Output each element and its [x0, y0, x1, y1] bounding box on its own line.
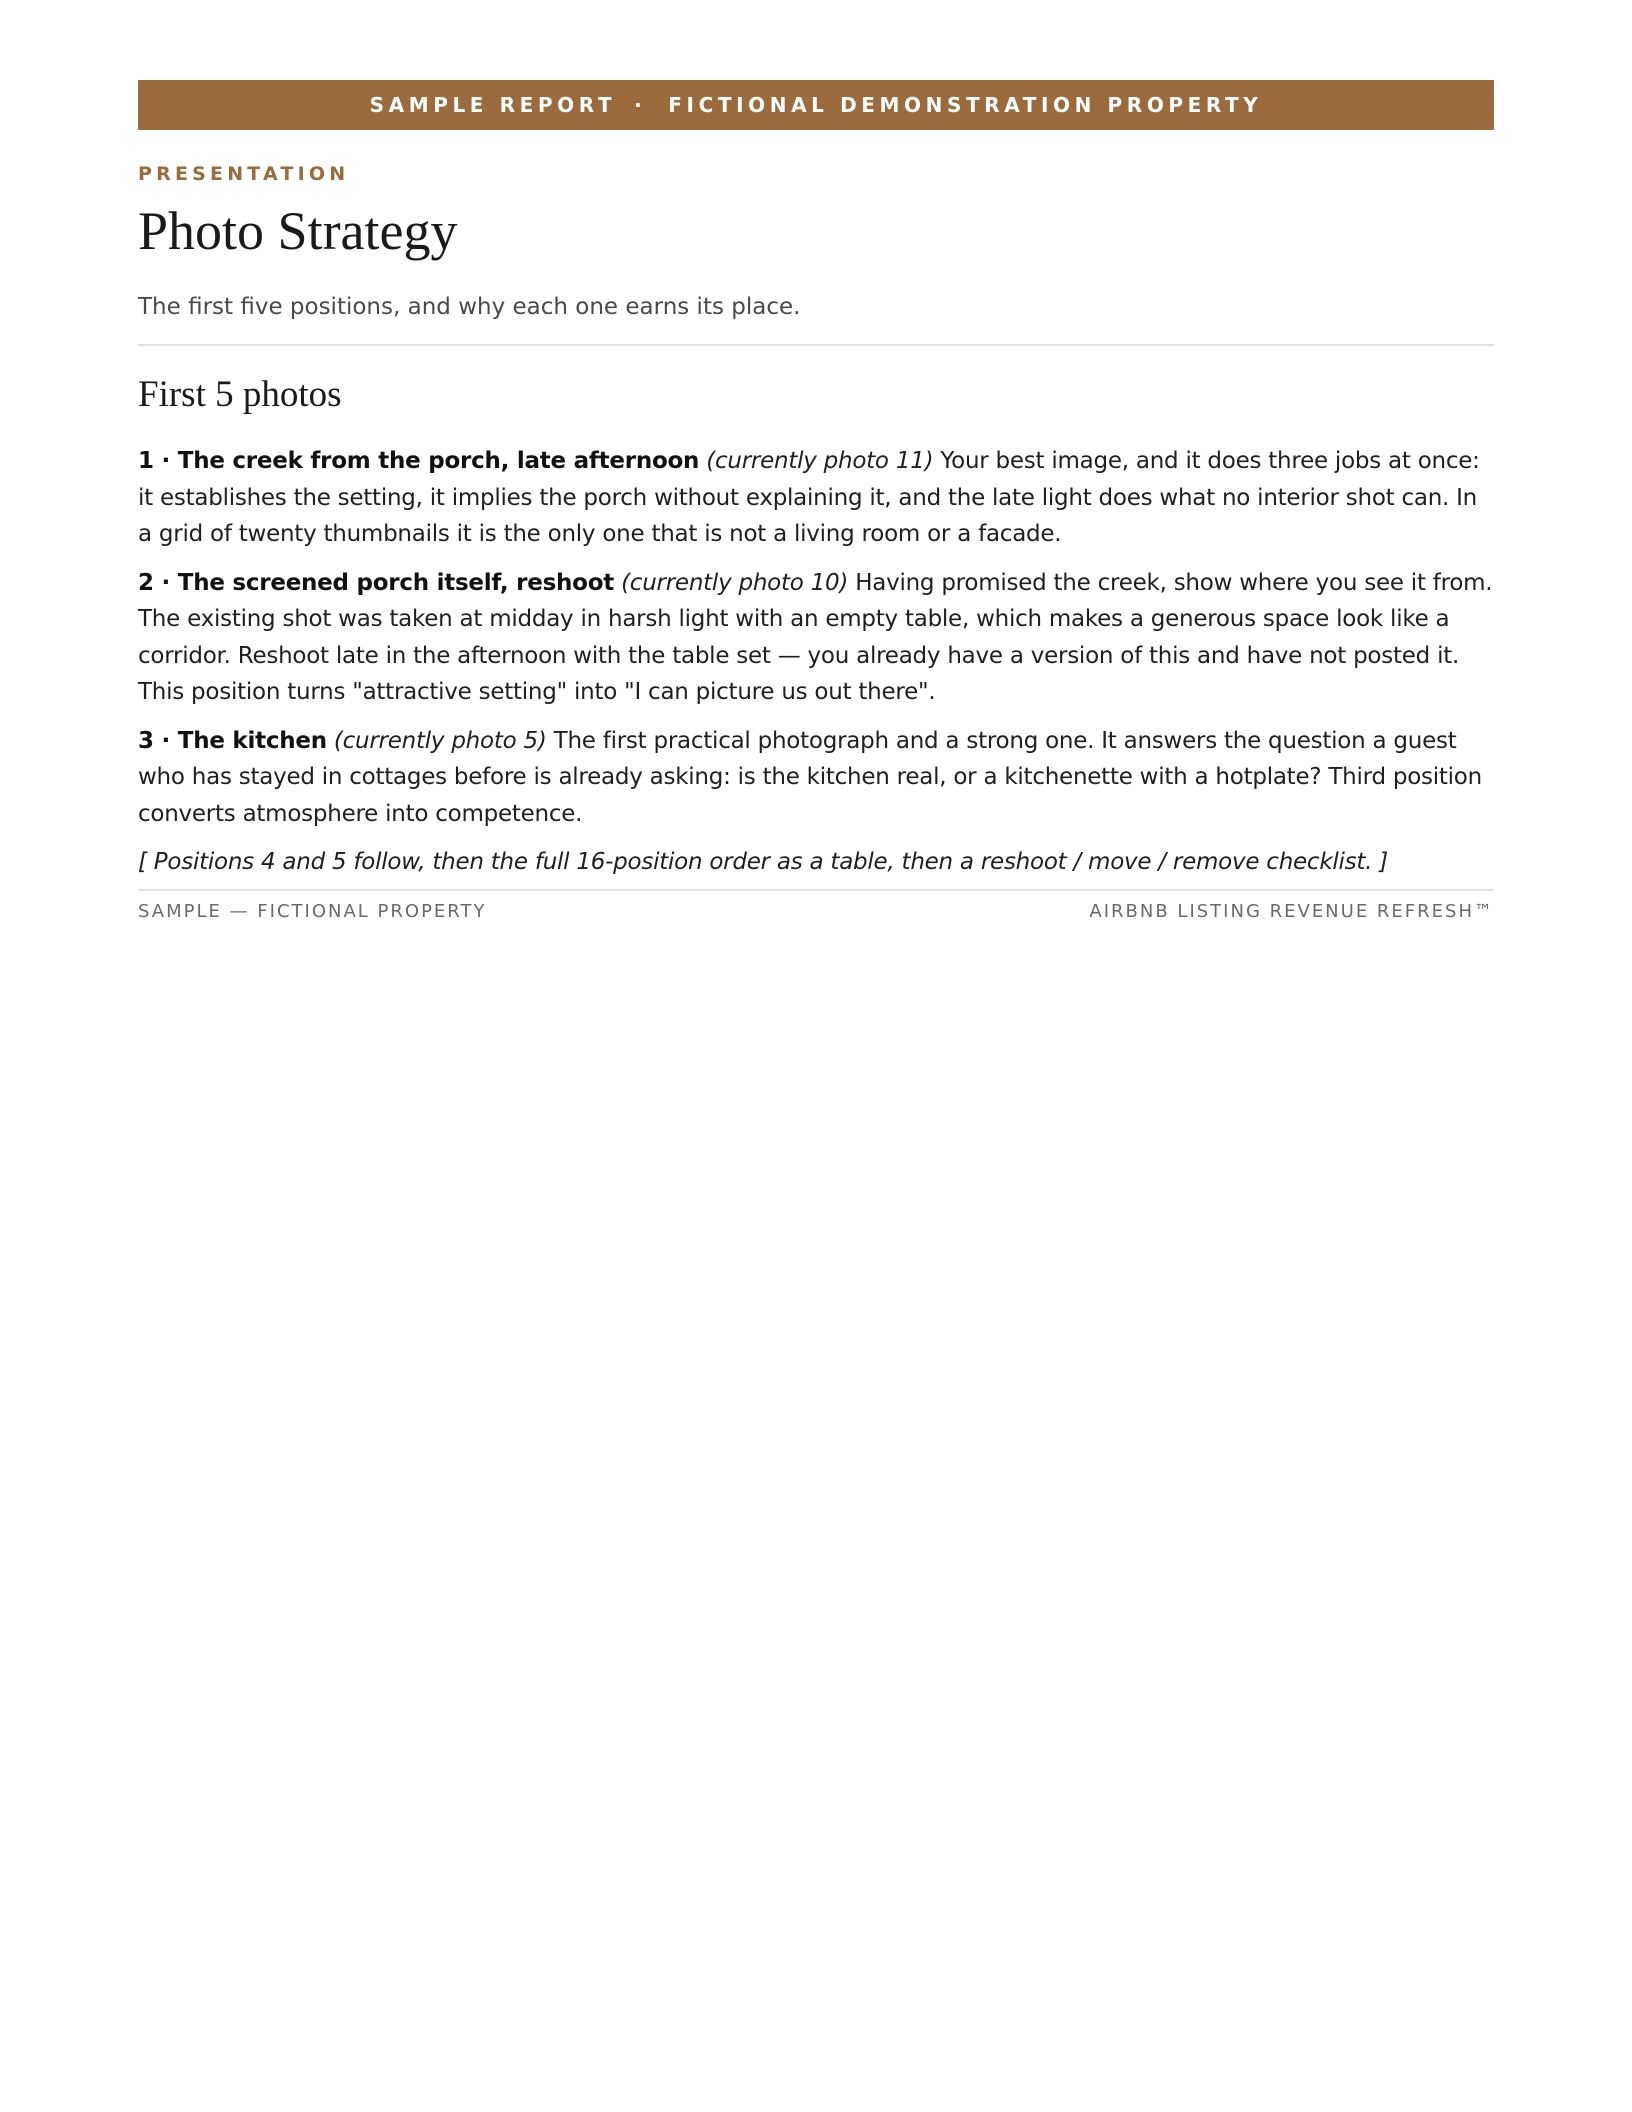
photo-item-1-ref: (currently photo 11) [706, 448, 934, 475]
page-subtitle: The first five positions, and why each one earns its place. [138, 294, 801, 321]
continuation-note: [ Positions 4 and 5 follow, then the full 16-position order as a table, then a reshoot / move / remove checklist. ] [138, 849, 1389, 876]
photo-item-2-ref: (currently photo 10) [621, 569, 849, 596]
report-page [138, 80, 1494, 921]
photo-item-2 [138, 565, 1494, 711]
banner-left-text: SAMPLE REPORT [369, 93, 617, 117]
page-footer [138, 900, 1494, 922]
page-title: Photo Strategy [138, 201, 458, 261]
photo-item-3 [138, 723, 1494, 833]
photo-item-3-body: The first practical photograph and a strong one. It answers the question a guest who has stayed in cottages before is already asking: is the kitchen real, or a kitchenette with a hotplate? Third position converts atmosphere into competence. [138, 727, 1482, 827]
banner-right-text: FICTIONAL DEMONSTRATION PROPERTY [668, 93, 1263, 117]
section-eyebrow: PRESENTATION [138, 163, 350, 185]
photo-item-2-body: Having promised the creek, show where you see it from. The existing shot was taken at midday in harsh light with an empty table, which makes a generous space look like a corridor. Reshoot late in the afternoon with the table set — you already have a version of this and have not posted it. This position turns "attractive setting" into "I can picture us out there". [138, 569, 1493, 706]
section-title: First 5 photos [138, 373, 342, 415]
photo-item-1 [138, 443, 1494, 553]
banner-separator: · [634, 93, 647, 117]
photo-item-3-ref: (currently photo 5) [333, 727, 547, 754]
photo-item-1-lead: 1 · The creek from the porch, late afternoon [138, 448, 700, 475]
footer-divider [138, 889, 1494, 891]
photo-item-2-lead: 2 · The screened porch itself, reshoot [138, 569, 615, 596]
footer-left-text: SAMPLE — FICTIONAL PROPERTY [138, 900, 487, 922]
photo-item-3-lead: 3 · The kitchen [138, 727, 327, 754]
footer-right-text: AIRBNB LISTING REVENUE REFRESH™ [1089, 900, 1494, 922]
report-banner [138, 80, 1494, 130]
photo-item-1-body: Your best image, and it does three jobs at once: it establishes the setting, it implies the porch without explaining it, and the late light does what no interior shot can. In a grid of twenty thumbnails it is the only one that is not a living room or a facade. [138, 448, 1480, 548]
header-divider [138, 344, 1494, 346]
